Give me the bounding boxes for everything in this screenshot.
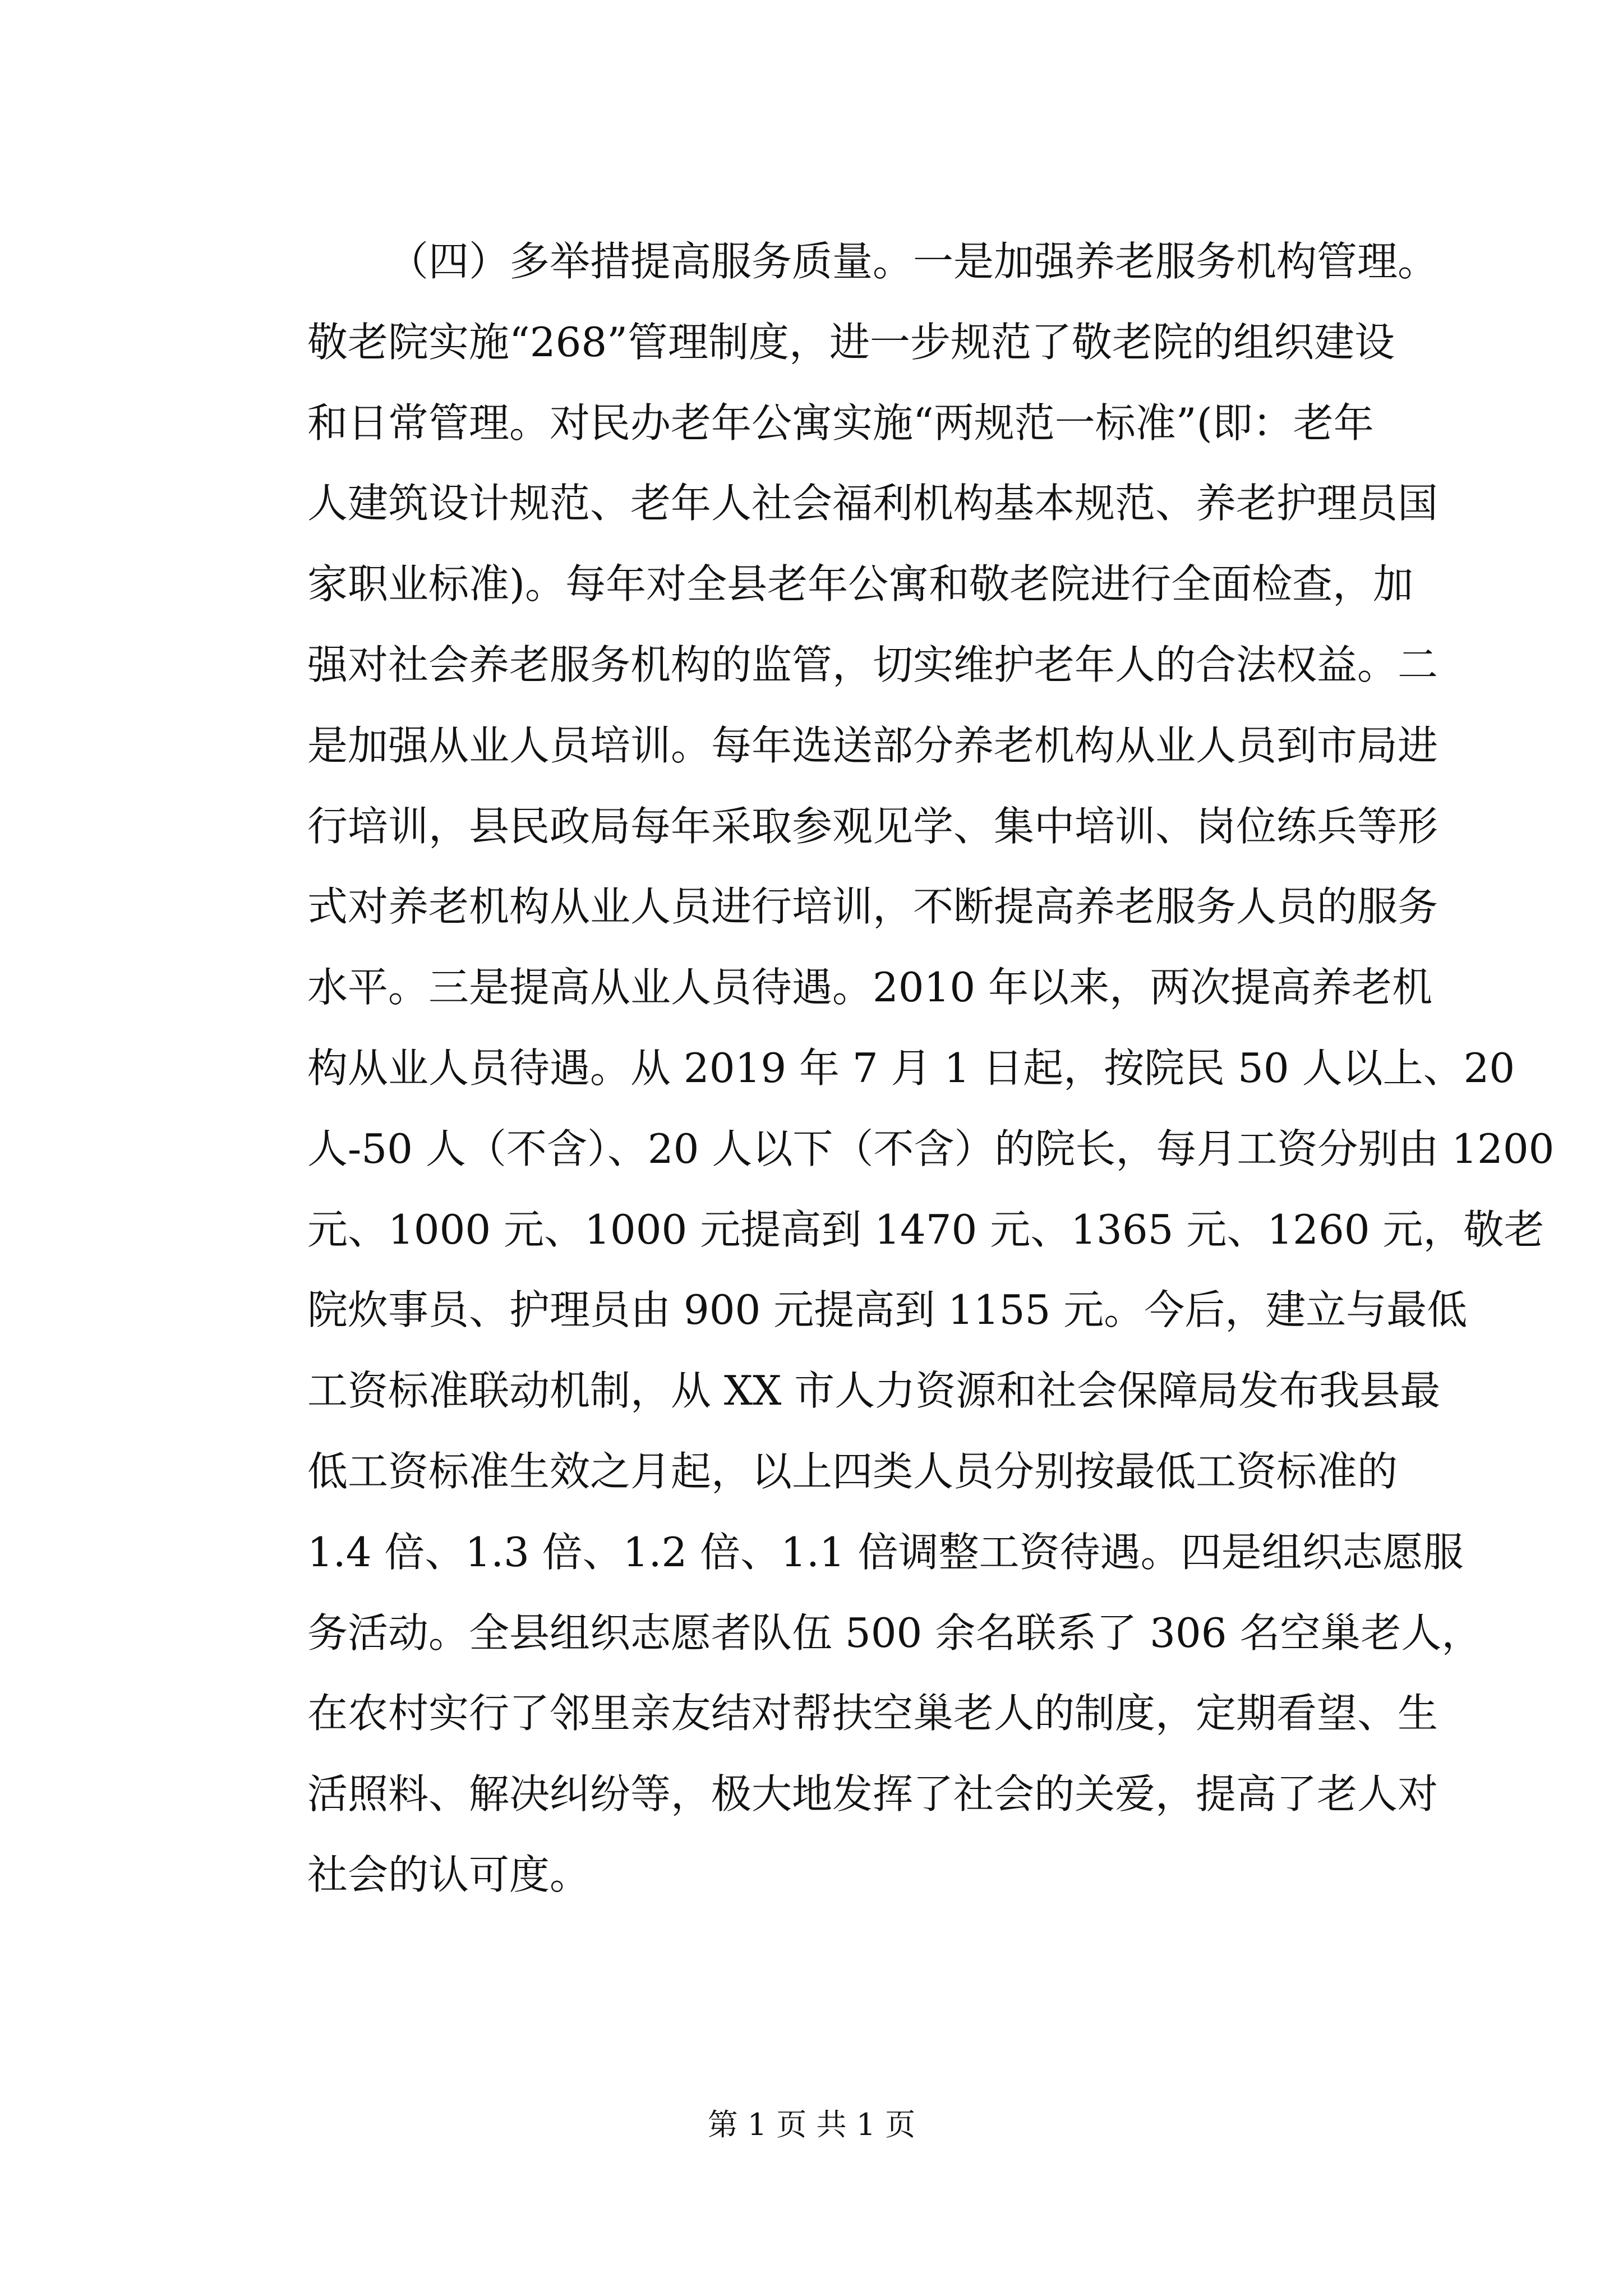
text-line: 水平。三是提高从业人员待遇。2010 年以来，两次提高养老机 [307,964,1433,1011]
text-line: 在农村实行了邻里亲友结对帮扶空巢老人的制度，定期看望、生 [307,1690,1438,1737]
text-line: 1.4 倍、1.3 倍、1.2 倍、1.1 倍调整工资待遇。四是组织志愿服 [307,1528,1464,1576]
text-line: 工资标准联动机制，从 XX 市人力资源和社会保障局发布我县最 [307,1367,1441,1415]
text-line: 社会的认可度。 [307,1851,591,1898]
page-number-label: 第 1 页 共 1 页 [707,2107,916,2142]
text-line: 强对社会养老服务机构的监管，切实维护老年人的合法权益。二 [307,641,1438,688]
text-line: 人建筑设计规范、老年人社会福利机构基本规范、养老护理员国 [307,480,1438,527]
text-line: 人-50 人（不含）、20 人以下（不含）的院长，每月工资分别由 1200 [307,1125,1555,1172]
text-line: 和日常管理。对民办老年公寓实施“两规范一标准”(即：老年 [307,399,1374,447]
text-line: 式对养老机构从业人员进行培训，不断提高养老服务人员的服务 [307,883,1438,931]
text-line: 低工资标准生效之月起，以上四类人员分别按最低工资标准的 [307,1447,1398,1495]
text-line: 构从业人员待遇。从 2019 年 7 月 1 日起，按院民 50 人以上、20 [307,1044,1515,1092]
text-line: 元、1000 元、1000 元提高到 1470 元、1365 元、1260 元，敬老 [307,1205,1544,1253]
text-line: （四）多举措提高服务质量。一是加强养老服务机构管理。 [388,238,1438,285]
text-line: 家职业标准)。每年对全县老年公寓和敬老院进行全面检查，加 [307,560,1414,608]
text-line: 务活动。全县组织志愿者队伍 500 余名联系了 306 名空巢老人， [307,1609,1482,1657]
text-line: 是加强从业人员培训。每年选送部分养老机构从业人员到市局进 [307,721,1438,769]
text-line: 活照料、解决纠纷等，极大地发挥了社会的关爱，提高了老人对 [307,1770,1438,1818]
text-line: 行培训，县民政局每年采取参观见学、集中培训、岗位练兵等形 [307,802,1438,850]
body-paragraph [307,222,1555,1916]
text-line: 院炊事员、护理员由 900 元提高到 1155 元。今后，建立与最低 [307,1286,1468,1334]
text-line: 敬老院实施“268”管理制度，进一步规范了敬老院的组织建设 [307,318,1395,366]
page-footer [0,2101,1623,2144]
